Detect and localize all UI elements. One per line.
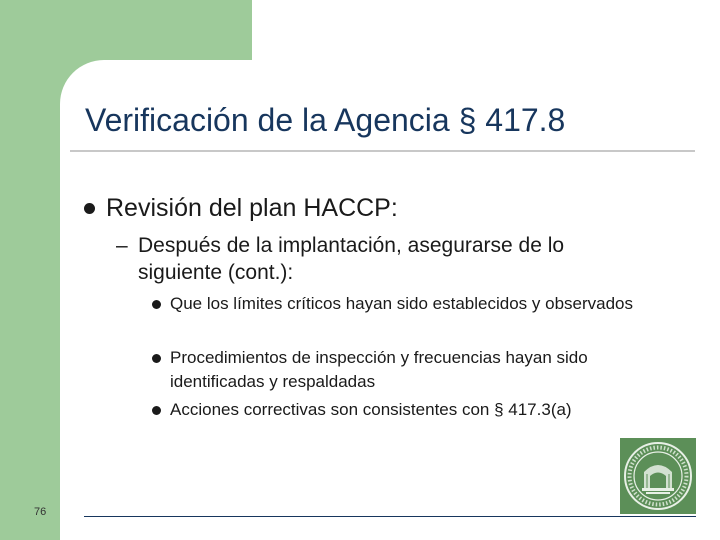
bullet-icon (152, 354, 161, 363)
bullet-icon (152, 406, 161, 415)
bullet-level3-text: Acciones correctivas son consistentes con § 417.3(a) (170, 400, 572, 419)
university-seal-icon (620, 438, 696, 514)
bullet-level3-text: Procedimientos de inspección y frecuencias hayan sido identificadas y respaldadas (170, 348, 588, 391)
bullet-level3-text: Que los límites críticos hayan sido establecidos y observados (170, 294, 634, 313)
bullet-level1-text: Revisión del plan HACCP: (106, 194, 398, 222)
title-divider (70, 150, 695, 152)
footer-divider (84, 516, 696, 517)
page-number: 76 (34, 506, 47, 518)
slide-title: Verificación de la Agencia § 417.8 (85, 102, 566, 138)
bullet-icon (152, 300, 161, 309)
dash-marker: – (116, 234, 128, 257)
bullet-icon (84, 203, 95, 214)
bullet-level2-text: Después de la implantación, asegurarse de lo siguiente (cont.): (138, 234, 565, 284)
